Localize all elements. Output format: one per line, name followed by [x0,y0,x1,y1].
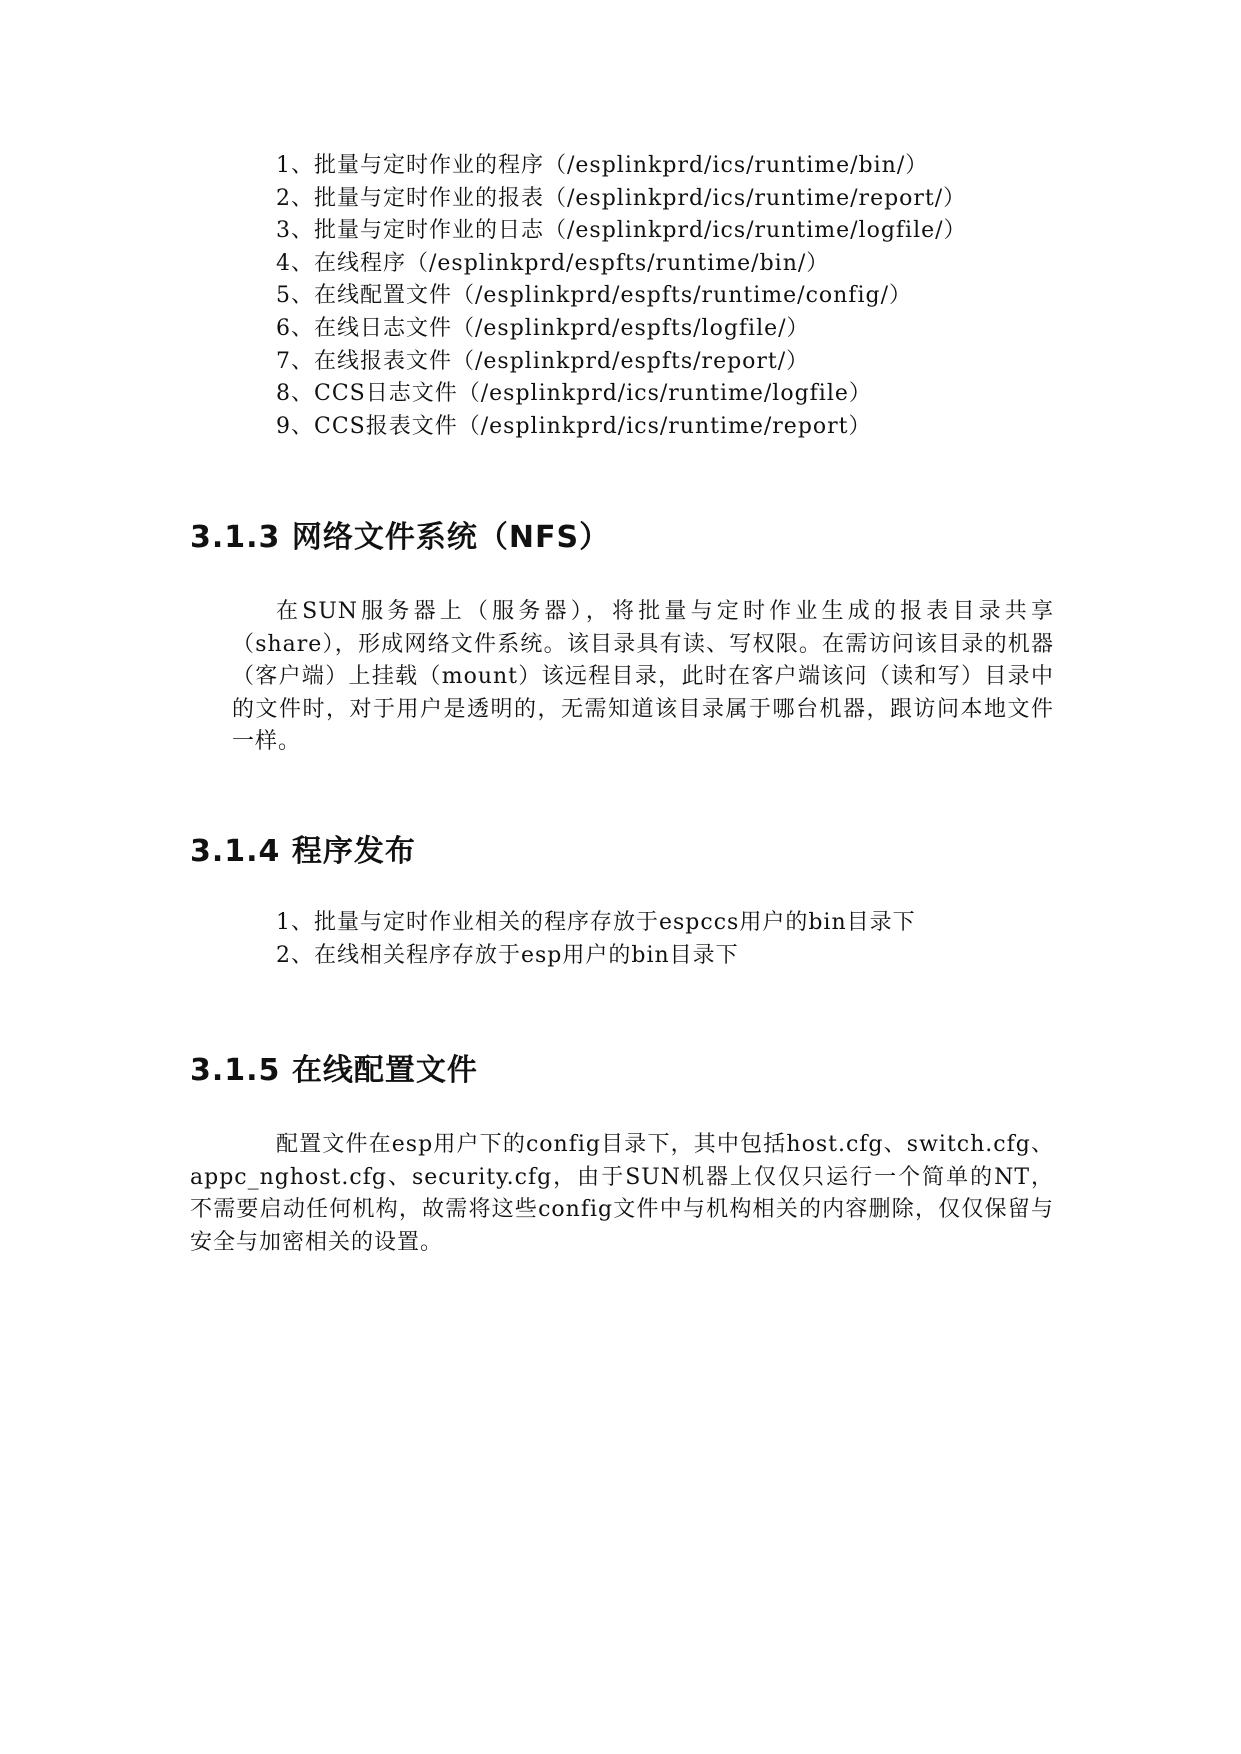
list-item: 1、批量与定时作业相关的程序存放于espccs用户的bin目录下 [276,910,916,935]
list-item: 5、在线配置文件（/esplinkprd/espfts/runtime/config/） [276,283,912,309]
list-item: 4、在线程序（/esplinkprd/espfts/runtime/bin/） [276,250,830,276]
list-item: 6、在线日志文件（/esplinkprd/espfts/logfile/） [276,315,810,341]
directory-list [276,150,967,443]
list-item: 2、批量与定时作业的报表（/esplinkprd/ics/runtime/report/） [276,185,967,211]
list-item: 1、批量与定时作业的程序（/esplinkprd/ics/runtime/bin/） [276,153,929,178]
list-item: 7、在线报表文件（/esplinkprd/espfts/report/） [276,348,810,374]
section-heading-nfs: 3.1.3 网络文件系统（NFS） [190,520,611,555]
section-heading-program-release: 3.1.4 程序发布 [190,834,416,869]
program-release-list [276,907,916,972]
section-paragraph-nfs: 在SUN服务器上（服务器），将批量与定时作业生成的报表目录共享（share），形成网络文件系统。该目录具有读、写权限。在需访问该目录的机器（客户端）上挂载（mount）该远程目录，此时在客户端该问（读和写）目录中的文件时，对于用户是透明的，无需知道该目录属于哪台机器，跟访问本地文件一样。 [232,599,1054,755]
list-item: 3、批量与定时作业的日志（/esplinkprd/ics/runtime/logfile/） [276,218,967,244]
section-heading-online-config: 3.1.5 在线配置文件 [190,1053,478,1088]
section-paragraph-online-config: 配置文件在esp用户下的config目录下，其中包括host.cfg、switch.cfg、appc_nghost.cfg、security.cfg，由于SUN机器上仅仅只运行一个简单的NT，不需要启动任何机构，故需将这些config文件中与机构相关的内容删除，仅仅保留与安全与加密相关的设置。 [190,1132,1054,1255]
list-item: 2、在线相关程序存放于esp用户的bin目录下 [276,942,739,968]
list-item: 8、CCS日志文件（/esplinkprd/ics/runtime/logfile） [276,381,872,407]
list-item: 9、CCS报表文件（/esplinkprd/ics/runtime/report） [276,413,872,439]
